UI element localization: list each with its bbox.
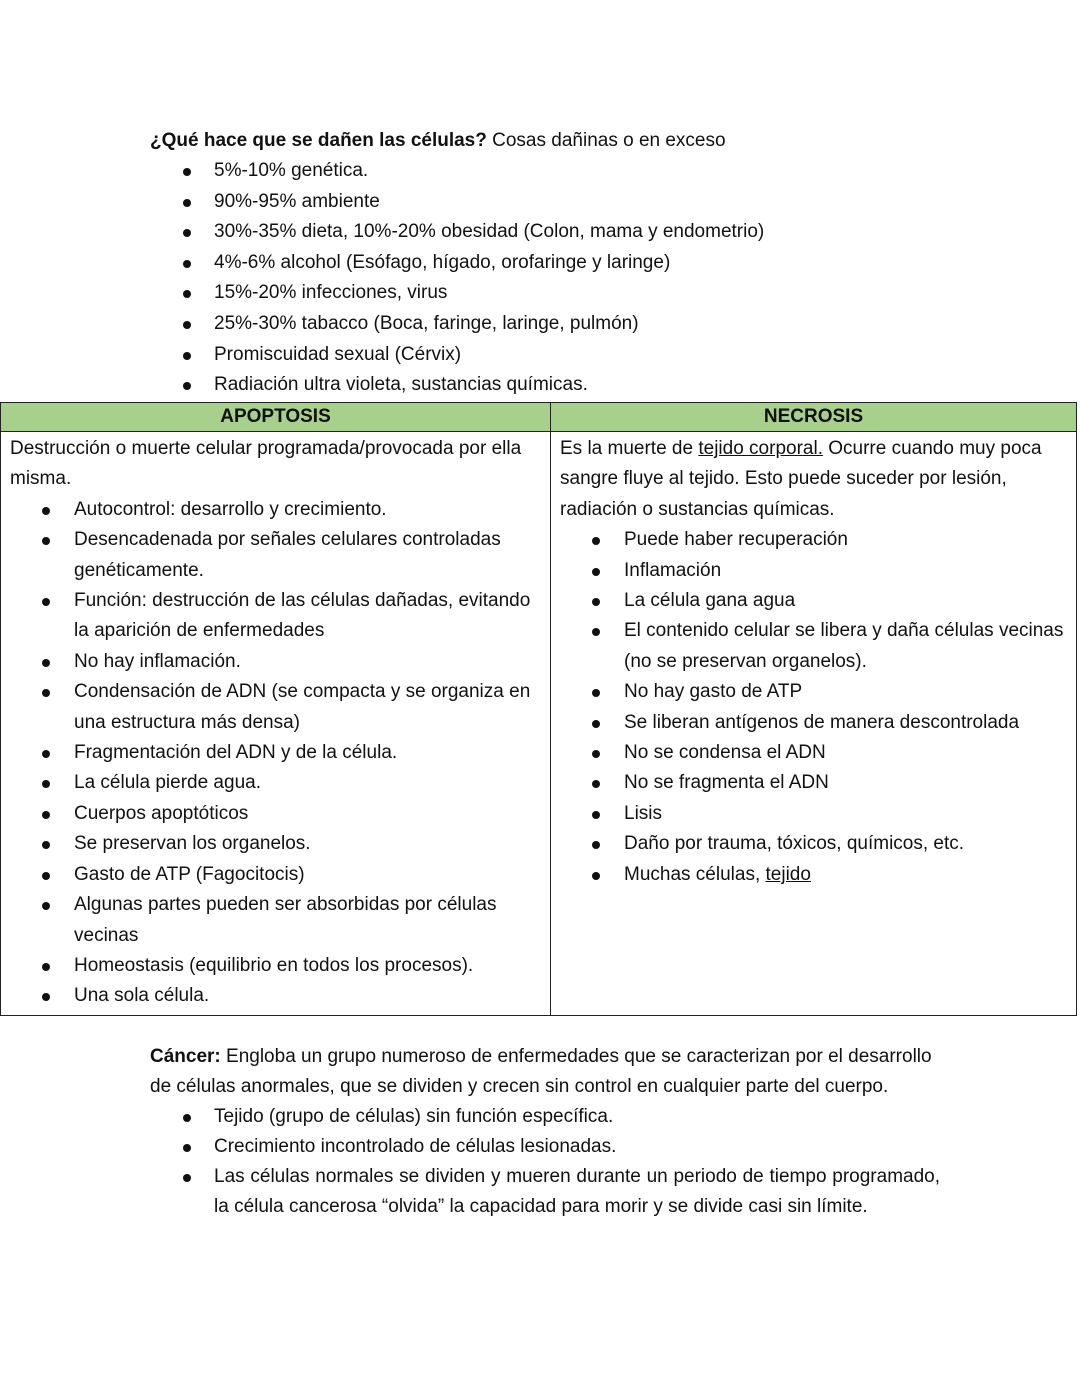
list-item: Se preservan los organelos.	[10, 829, 542, 859]
necrosis-list	[560, 525, 1068, 890]
list-item: No se fragmenta el ADN	[560, 768, 1068, 798]
cell-damage-causes-list	[150, 156, 940, 401]
cancer-definition-text: Engloba un grupo numeroso de enfermedades que se caracterizan por el desarrollo de células anormales, que se dividen y crecen sin control en cualquier parte del cuerpo.	[150, 1046, 932, 1097]
cell-damage-question: ¿Qué hace que se dañen las células?	[150, 130, 487, 151]
last-bullet-start: Muchas células,	[624, 863, 766, 885]
list-item: Inflamación	[560, 556, 1068, 586]
list-item: Función: destrucción de las células dañadas, evitando la aparición de enfermedades	[10, 586, 542, 647]
list-item: Cuerpos apoptóticos	[10, 799, 542, 829]
list-item: Lisis	[560, 799, 1068, 829]
cell-damage-heading	[150, 125, 940, 156]
apoptosis-header: APOPTOSIS	[1, 403, 551, 432]
list-item: 90%-95% ambiente	[150, 187, 940, 218]
necrosis-header: NECROSIS	[551, 403, 1077, 432]
list-item: Tejido (grupo de células) sin función específica.	[150, 1102, 940, 1132]
apoptosis-cell	[1, 432, 551, 1016]
list-item: No hay inflamación.	[10, 647, 542, 677]
list-item: Gasto de ATP (Fagocitocis)	[10, 860, 542, 890]
list-item: 30%-35% dieta, 10%-20% obesidad (Colon, mama y endometrio)	[150, 217, 940, 248]
list-item: Puede haber recuperación	[560, 525, 1068, 555]
list-item: Desencadenada por señales celulares controladas genéticamente.	[10, 525, 542, 586]
necrosis-description-end: Ocurre cuando muy poca sangre fluye al tejido. Esto puede suceder por lesión, radiación o sustancias químicas.	[560, 438, 1042, 520]
list-item: 4%-6% alcohol (Esófago, hígado, orofaringe y laringe)	[150, 248, 940, 279]
list-item: Condensación de ADN (se compacta y se organiza en una estructura más densa)	[10, 677, 542, 738]
list-item: Una sola célula.	[10, 981, 542, 1011]
list-item: No hay gasto de ATP	[560, 677, 1068, 707]
list-item: Autocontrol: desarrollo y crecimiento.	[10, 495, 542, 525]
list-item: Crecimiento incontrolado de células lesionadas.	[150, 1132, 940, 1162]
list-item: Radiación ultra violeta, sustancias químicas.	[150, 370, 940, 401]
cell-damage-subtitle: Cosas dañinas o en exceso	[486, 130, 726, 151]
table-row	[1, 432, 1077, 1016]
list-item: La célula pierde agua.	[10, 768, 542, 798]
necrosis-description-start: Es la muerte de	[560, 438, 699, 459]
list-item: Se liberan antígenos de manera descontrolada	[560, 708, 1068, 738]
list-item: Promiscuidad sexual (Cérvix)	[150, 340, 940, 371]
cancer-section	[150, 1042, 940, 1222]
necrosis-description-underlined: tejido corporal.	[698, 438, 823, 459]
apoptosis-necrosis-table	[0, 402, 1077, 1016]
list-item: Daño por trauma, tóxicos, químicos, etc.	[560, 829, 1068, 859]
apoptosis-description: Destrucción o muerte celular programada/provocada por ella misma.	[10, 438, 522, 490]
list-item: Fragmentación del ADN y de la célula.	[10, 738, 542, 768]
list-item: 25%-30% tabacco (Boca, faringe, laringe, pulmón)	[150, 309, 940, 340]
list-item: El contenido celular se libera y daña células vecinas (no se preservan organelos).	[560, 616, 1068, 677]
list-item: Homeostasis (equilibrio en todos los procesos).	[10, 951, 542, 981]
list-item	[560, 860, 1068, 890]
cell-damage-section	[150, 125, 940, 401]
last-bullet-underlined: tejido	[765, 863, 811, 885]
cancer-term: Cáncer:	[150, 1046, 221, 1067]
list-item: 15%-20% infecciones, virus	[150, 278, 940, 309]
list-item: No se condensa el ADN	[560, 738, 1068, 768]
apoptosis-list	[10, 495, 542, 1012]
necrosis-description	[560, 434, 1068, 525]
necrosis-cell	[551, 432, 1077, 1016]
list-item: Algunas partes pueden ser absorbidas por células vecinas	[10, 890, 542, 951]
list-item: Las células normales se dividen y mueren durante un periodo de tiempo programado, la célula cancerosa “olvida” la capacidad para morir y se divide casi sin límite.	[150, 1162, 940, 1222]
list-item: La célula gana agua	[560, 586, 1068, 616]
cancer-list	[150, 1102, 940, 1222]
cancer-definition	[150, 1042, 940, 1102]
list-item: 5%-10% genética.	[150, 156, 940, 187]
table-header-row	[1, 403, 1077, 432]
